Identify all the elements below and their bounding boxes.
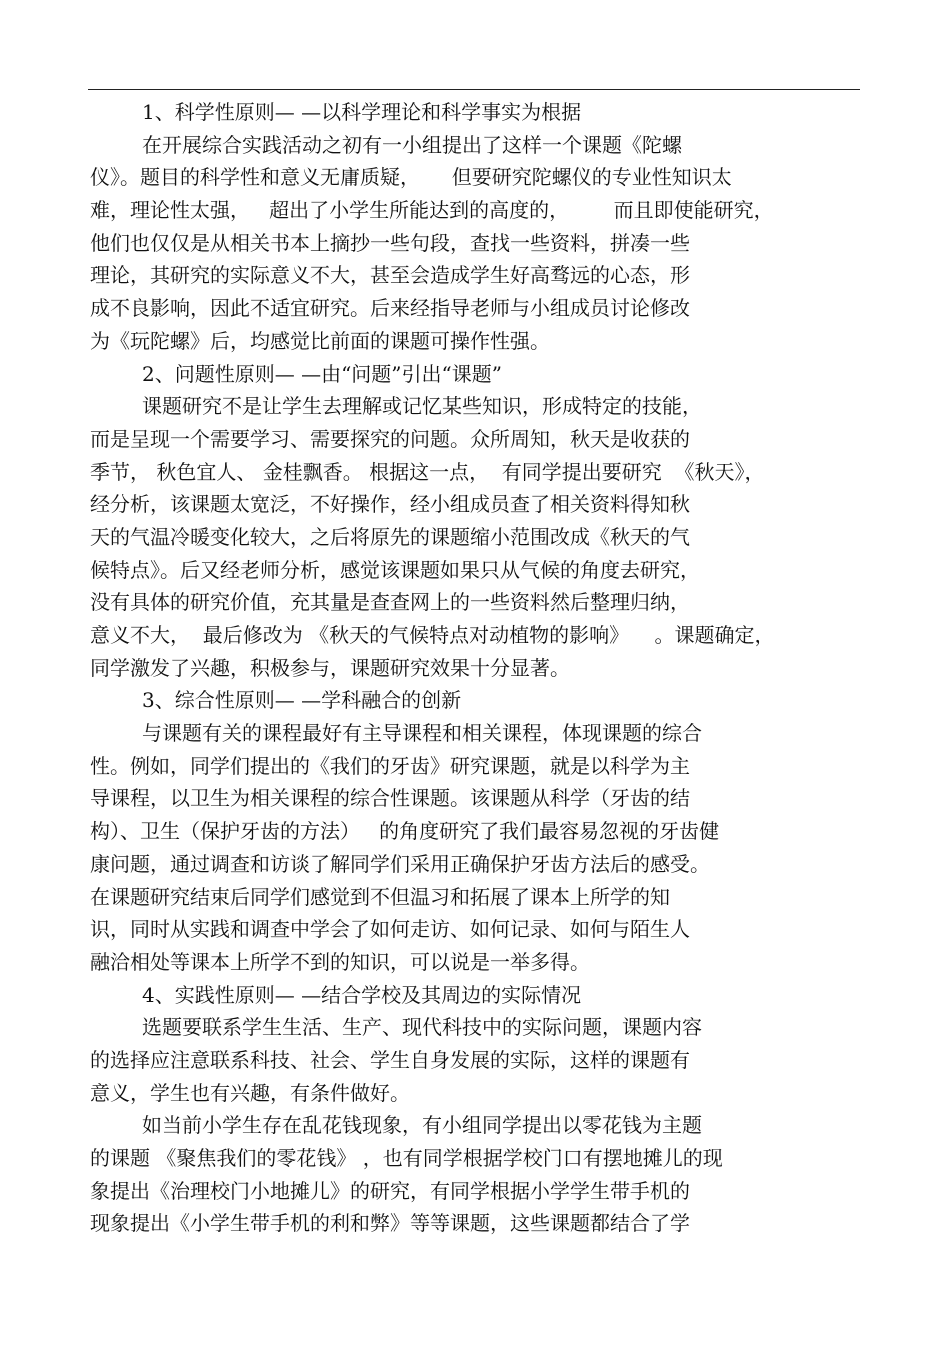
text-line: 经分析，该课题太宽泛，不好操作，经小组成员查了相关资料得知秋 bbox=[90, 492, 690, 517]
text-line: 构）、卫生（保护牙齿的方法） 的角度研究了我们最容易忽视的牙齿健 bbox=[90, 819, 720, 844]
text-line: 而是呈现一个需要学习、需要探究的问题。众所周知，秋天是收获的 bbox=[90, 426, 690, 451]
text-line: 他们也仅仅是从相关书本上摘抄一些句段，查找一些资料，拼凑一些 bbox=[90, 230, 690, 255]
text-line: 候特点》。后又经老师分析，感觉该课题如果只从气候的角度去研究， bbox=[90, 557, 700, 582]
text-line: 意义，学生也有兴趣，有条件做好。 bbox=[90, 1080, 410, 1105]
text-line: 3、综合性原则— —学科融合的创新 bbox=[142, 688, 462, 713]
text-line: 识，同时从实践和调查中学会了如何走访、如何记录、如何与陌生人 bbox=[90, 917, 690, 942]
document-body bbox=[90, 96, 865, 1240]
text-line: 象提出《治理校门小地摊儿》的研究，有同学根据小学学生带手机的 bbox=[90, 1178, 690, 1203]
text-line: 的课题 《聚焦我们的零花钱》 ，也有同学根据学校门口有摆地摊儿的现 bbox=[90, 1146, 723, 1170]
header-rule bbox=[88, 89, 860, 90]
text-line: 同学激发了兴趣，积极参与，课题研究效果十分显著。 bbox=[90, 655, 570, 680]
text-line: 现象提出《小学生带手机的利和弊》等等课题，这些课题都结合了学 bbox=[90, 1211, 690, 1236]
text-line: 在开展综合实践活动之初有一小组提出了这样一个课题《陀螺 bbox=[142, 132, 682, 157]
text-line: 课题研究不是让学生去理解或记忆某些知识，形成特定的技能， bbox=[142, 394, 702, 419]
text-line: 与课题有关的课程最好有主导课程和相关课程，体现课题的综合 bbox=[142, 721, 702, 746]
text-line: 如当前小学生存在乱花钱现象，有小组同学提出以零花钱为主题 bbox=[142, 1113, 702, 1138]
text-line: 选题要联系学生生活、生产、现代科技中的实际问题，课题内容 bbox=[142, 1015, 702, 1040]
text-line: 1、科学性原则— —以科学理论和科学事实为根据 bbox=[142, 100, 582, 124]
text-line: 在课题研究结束后同学们感觉到不但温习和拓展了课本上所学的知 bbox=[90, 884, 670, 909]
text-line: 性。例如，同学们提出的《我们的牙齿》研究课题，就是以科学为主 bbox=[90, 753, 690, 778]
text-line: 2、问题性原则— —由“问题”引出“课题” bbox=[142, 361, 502, 386]
text-line: 导课程，以卫生为相关课程的综合性课题。该课题从科学（牙齿的结 bbox=[90, 786, 690, 811]
text-line: 没有具体的研究价值，充其量是查查网上的一些资料然后整理归纳， bbox=[90, 590, 690, 615]
text-line: 成不良影响，因此不适宜研究。后来经指导老师与小组成员讨论修改 bbox=[90, 296, 690, 321]
text-line: 天的气温冷暖变化较大，之后将原先的课题缩小范围改成《秋天的气 bbox=[90, 524, 690, 549]
text-line: 难，理论性太强， 超出了小学生所能达到的高度的， 而且即使能研究， bbox=[90, 198, 774, 223]
text-line: 仪》。题目的科学性和意义无庸质疑， 但要研究陀螺仪的专业性知识太 bbox=[90, 165, 732, 190]
text-line: 理论，其研究的实际意义不大，甚至会造成学生好高骛远的心态，形 bbox=[90, 263, 690, 288]
text-line: 4、实践性原则— —结合学校及其周边的实际情况 bbox=[142, 982, 582, 1007]
text-line: 为《玩陀螺》后，均感觉比前面的课题可操作性强。 bbox=[90, 328, 550, 353]
text-line: 康问题，通过调查和访谈了解同学们采用正确保护牙齿方法后的感受。 bbox=[90, 851, 710, 876]
text-line: 融洽相处等课本上所学不到的知识，可以说是一举多得。 bbox=[90, 949, 590, 974]
text-line: 意义不大， 最后修改为 《秋天的气候特点对动植物的影响》 。课题确定， bbox=[90, 623, 775, 647]
text-line: 的选择应注意联系科技、社会、学生自身发展的实际，这样的课题有 bbox=[90, 1047, 690, 1072]
text-line: 季节， 秋色宜人、 金桂飘香。 根据这一点， 有同学提出要研究 《秋天》， bbox=[90, 459, 765, 484]
